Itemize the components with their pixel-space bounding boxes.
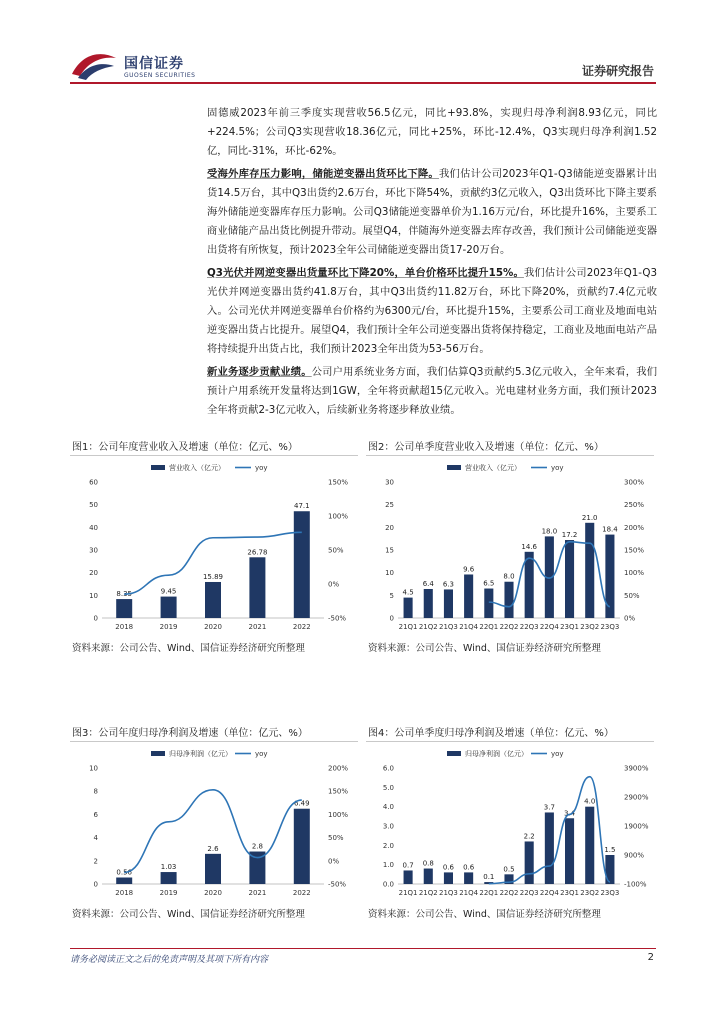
chart-quarterly-net-profit (366, 742, 654, 902)
data-label: 3.4 (563, 809, 576, 818)
y-tick-label: 8 (93, 787, 98, 796)
report-type-label: 证券研究报告 (581, 64, 654, 78)
x-tick-label: 2020 (204, 889, 222, 897)
paragraph-text: 公司户用系统业务方面，我们估算Q3贡献约5.3亿元收入，全年来看，我们预计户用系统开发量将达到1GW，全年将贡献超15亿元收入。光电建材业务方面，我们预计2023全年将贡献2-3亿元收入，后续新业务将逐步释放业绩。 (207, 366, 658, 416)
y-tick-label: 4 (93, 834, 98, 843)
legend-bar-swatch (151, 751, 165, 756)
data-label: 2.2 (523, 832, 535, 841)
x-tick-label: 23Q2 (580, 623, 600, 631)
paragraph-lead: Q3光伏并网逆变器出货量环比下降20%，单台价格环比提升15%。 (207, 267, 524, 279)
bar (565, 818, 574, 884)
y2-tick-label: 1900% (624, 822, 649, 831)
legend-bar-label: 营业收入（亿元） (169, 464, 225, 472)
y-tick-label: 30 (385, 478, 394, 487)
x-tick-label: 21Q1 (398, 889, 418, 897)
x-tick-label: 22Q1 (479, 623, 499, 631)
y2-tick-label: 50% (328, 834, 344, 843)
x-tick-label: 22Q3 (519, 623, 539, 631)
data-label: 1.5 (604, 846, 616, 854)
paragraph-storage (207, 165, 657, 260)
data-label: 6.3 (442, 580, 455, 589)
y-tick-label: 25 (385, 501, 394, 510)
paragraph-lead: 新业务逐步贡献业绩。 (207, 366, 312, 378)
data-label: 47.1 (294, 502, 310, 511)
data-label: 18.4 (602, 525, 618, 534)
y-tick-label: 10 (89, 764, 98, 773)
y2-tick-label: 150% (328, 787, 349, 796)
x-tick-label: 22Q4 (539, 623, 559, 631)
x-tick-label: 23Q3 (600, 889, 620, 897)
x-tick-label: 2022 (292, 889, 311, 897)
y-tick-label: 6.0 (382, 764, 394, 773)
figure-annual-net-profit (70, 726, 358, 920)
footer-divider (70, 948, 656, 949)
y2-tick-label: 150% (328, 478, 349, 487)
data-label: 9.6 (463, 565, 475, 574)
paragraph-summary: 固德威2023年前三季度实现营收56.5亿元，同比+93.8%，实现归母净利润8.93亿元，同比+224.5%；公司Q3实现营收18.36亿元，同比+25%，环比-12.4%，Q3实现归母净利润1.52亿，同比-31%，环比-62%。 (207, 107, 657, 157)
data-label: 21.0 (581, 513, 598, 522)
bar (525, 841, 534, 884)
body-text (207, 104, 657, 424)
legend-line-label: yoy (255, 750, 268, 758)
data-label: 15.89 (202, 572, 224, 581)
y2-tick-label: -100% (624, 880, 647, 889)
bar (444, 872, 453, 884)
figure-title: 图1：公司年度营业收入及增速（单位：亿元、%） (70, 440, 358, 456)
bar (116, 878, 132, 884)
data-label: 9.45 (160, 587, 177, 596)
y-tick-label: 4.0 (382, 803, 394, 812)
y-tick-label: 10 (89, 591, 98, 600)
x-tick-label: 2018 (115, 623, 134, 631)
x-tick-label: 23Q2 (580, 889, 600, 897)
data-label: 0.6 (442, 863, 455, 872)
bar (205, 582, 221, 618)
y2-tick-label: -50% (328, 614, 347, 623)
paragraph-text: 我们估计公司2023年Q1-Q3光伏并网逆变器出货约41.8万台，其中Q3出货约11.82万台，环比下降20%，贡献约7.4亿元收入。公司光伏并网逆变器单台价格约为6300元/台，环比提升15%，主要系公司工商业及地面电站逆变器出货占比提升。展望Q4，我们预计全年公司逆变器出货将保持稳定，工商业及地面电站产品将持续提升出货占比，我们预计2023全年出货为53-56万台。 (207, 267, 658, 355)
data-label: 0.56 (116, 868, 132, 877)
y2-tick-label: 3900% (624, 764, 649, 773)
y-tick-label: 1.0 (382, 861, 394, 870)
y-tick-label: 2 (93, 857, 98, 866)
paragraph-text: 我们估计公司2023年Q1-Q3储能逆变器累计出货14.5万台，其中Q3出货约2.6万台，环比下降54%，贡献约3亿元收入，Q3出货环比下降主要系海外储能逆变器库存压力影响。公司Q3储能逆变器单价为1.16万元/台，环比提升16%，主要系工商业储能产品出货比例提升带动。展望Q4，伴随海外逆变器去库存改善，我们预计公司储能逆变器出货将有所恢复，预计2023全年公司储能逆变器出货17-20万台。 (207, 168, 658, 256)
page-header (0, 0, 724, 84)
x-tick-label: 23Q1 (560, 889, 579, 897)
x-tick-label: 21Q3 (439, 623, 458, 631)
data-label: 0.1 (483, 873, 495, 882)
x-tick-label: 22Q1 (479, 889, 499, 897)
x-tick-label: 2022 (292, 623, 311, 631)
bar (525, 552, 534, 618)
y2-tick-label: 100% (328, 810, 349, 819)
y2-tick-label: -50% (328, 880, 347, 889)
x-tick-label: 22Q4 (539, 889, 559, 897)
legend-bar-swatch (447, 465, 461, 470)
y2-tick-label: 50% (624, 591, 640, 600)
logo-name-en: GUOSEN SECURITIES (124, 72, 196, 79)
y2-tick-label: 200% (624, 523, 645, 532)
x-tick-label: 21Q1 (398, 623, 418, 631)
bar (424, 869, 433, 884)
x-tick-label: 21Q2 (418, 623, 438, 631)
y-tick-label: 20 (89, 569, 98, 578)
legend-bar-label: 归母净利润（亿元） (169, 750, 232, 758)
legend-line-label: yoy (255, 464, 268, 472)
bar (464, 574, 473, 618)
data-label: 18.0 (541, 527, 558, 536)
y-tick-label: 0.0 (382, 880, 394, 889)
legend-bar-swatch (151, 465, 165, 470)
header-divider (70, 82, 656, 84)
data-label: 0.8 (422, 859, 434, 868)
data-label: 8.0 (503, 572, 515, 581)
y2-tick-label: 250% (624, 501, 645, 510)
bar (424, 589, 433, 618)
bar (464, 872, 473, 884)
y-tick-label: 50 (89, 501, 98, 510)
figure-source: 资料来源：公司公告、Wind、国信证券经济研究所整理 (368, 643, 601, 654)
disclaimer-text: 请务必阅读正文之后的免责声明及其项下所有内容 (70, 955, 269, 965)
y-tick-label: 3.0 (382, 822, 394, 831)
legend-bar-label: 归母净利润（亿元） (465, 750, 528, 758)
data-label: 6.49 (294, 799, 310, 808)
x-tick-label: 23Q1 (560, 623, 579, 631)
paragraph-grid-inverter (207, 264, 657, 359)
legend-bar-label: 营业收入（亿元） (465, 464, 521, 472)
y-tick-label: 10 (385, 569, 394, 578)
y2-tick-label: 200% (328, 764, 349, 773)
x-tick-label: 2019 (159, 889, 178, 897)
bar (585, 807, 594, 884)
data-label: 6.4 (422, 579, 434, 588)
data-label: 0.5 (503, 865, 515, 874)
bar (249, 557, 265, 618)
legend-line-label: yoy (551, 464, 564, 472)
x-tick-label: 2021 (248, 623, 267, 631)
y-tick-label: 20 (385, 523, 394, 532)
y-tick-label: 0 (389, 614, 394, 623)
x-tick-label: 2021 (248, 889, 267, 897)
y2-tick-label: 2900% (624, 793, 649, 802)
y2-tick-label: 50% (328, 546, 344, 555)
paragraph-new-business (207, 363, 657, 420)
x-tick-label: 21Q4 (459, 623, 479, 631)
data-label: 8.35 (116, 590, 132, 599)
x-tick-label: 21Q2 (418, 889, 438, 897)
chart-annual-net-profit (70, 742, 358, 902)
guosen-logo-icon (70, 50, 118, 80)
data-label: 1.03 (160, 863, 177, 872)
y-tick-label: 2.0 (382, 841, 394, 850)
data-label: 3.7 (543, 803, 555, 812)
y-tick-label: 60 (89, 478, 98, 487)
x-tick-label: 2020 (204, 623, 222, 631)
figure-title: 图2：公司单季度营业收入及增速（单位：亿元、%） (366, 440, 654, 456)
figure-title: 图3：公司年度归母净利润及增速（单位：亿元、%） (70, 726, 358, 742)
chart-quarterly-revenue (366, 456, 654, 636)
y-tick-label: 15 (385, 546, 394, 555)
y2-tick-label: 300% (624, 478, 645, 487)
y2-tick-label: 0% (624, 614, 636, 623)
bar (504, 582, 513, 618)
x-tick-label: 22Q3 (519, 889, 539, 897)
figure-quarterly-net-profit (366, 726, 654, 920)
figure-annual-revenue (70, 440, 358, 654)
data-label: 17.2 (561, 531, 578, 540)
y-tick-label: 40 (89, 523, 98, 532)
x-tick-label: 22Q2 (499, 889, 519, 897)
bar (404, 870, 413, 884)
bar (294, 809, 310, 884)
y-tick-label: 30 (89, 546, 98, 555)
data-label: 0.7 (402, 861, 414, 870)
x-tick-label: 21Q4 (459, 889, 479, 897)
bar (545, 812, 554, 884)
y-tick-label: 0 (93, 880, 98, 889)
data-label: 4.5 (402, 588, 414, 597)
x-tick-label: 23Q3 (600, 623, 620, 631)
y-tick-label: 5 (389, 591, 394, 600)
chart-annual-revenue (70, 456, 358, 636)
bar (404, 598, 413, 618)
y-tick-label: 5.0 (382, 783, 394, 792)
x-tick-label: 2019 (159, 623, 178, 631)
y2-tick-label: 0% (328, 857, 340, 866)
legend-line-label: yoy (551, 750, 564, 758)
x-tick-label: 21Q3 (439, 889, 458, 897)
data-label: 4.0 (584, 797, 596, 806)
logo-name-cn: 国信证券 (124, 56, 184, 72)
y-tick-label: 6 (93, 810, 98, 819)
data-label: 6.5 (483, 579, 495, 588)
page-number: 2 (647, 952, 654, 963)
y2-tick-label: 100% (328, 512, 349, 521)
data-label: 0.6 (463, 863, 475, 872)
figure-source: 资料来源：公司公告、Wind、国信证券经济研究所整理 (72, 643, 305, 654)
x-tick-label: 2018 (115, 889, 134, 897)
bar (116, 599, 132, 618)
bar (484, 589, 493, 618)
bar (161, 597, 177, 618)
figure-title: 图4：公司单季度归母净利润及增速（单位：亿元、%） (366, 726, 654, 742)
y2-tick-label: 150% (624, 546, 645, 555)
data-label: 14.6 (521, 542, 537, 551)
bar (294, 511, 310, 618)
legend-bar-swatch (447, 751, 461, 756)
y-tick-label: 0 (93, 614, 98, 623)
data-label: 26.78 (247, 548, 268, 557)
paragraph-lead: 受海外库存压力影响，储能逆变器出货环比下降。 (207, 168, 439, 180)
bar (565, 540, 574, 618)
figure-source: 资料来源：公司公告、Wind、国信证券经济研究所整理 (368, 909, 601, 920)
figure-source: 资料来源：公司公告、Wind、国信证券经济研究所整理 (72, 909, 305, 920)
bar (585, 523, 594, 618)
data-label: 2.6 (207, 844, 219, 853)
figure-quarterly-revenue (366, 440, 654, 654)
data-label: 2.8 (251, 842, 263, 851)
y2-tick-label: 100% (624, 569, 645, 578)
bar (205, 854, 221, 884)
bar (444, 589, 453, 618)
y2-tick-label: 0% (328, 580, 340, 589)
bar (161, 872, 177, 884)
x-tick-label: 22Q2 (499, 623, 519, 631)
y2-tick-label: 900% (624, 851, 645, 860)
